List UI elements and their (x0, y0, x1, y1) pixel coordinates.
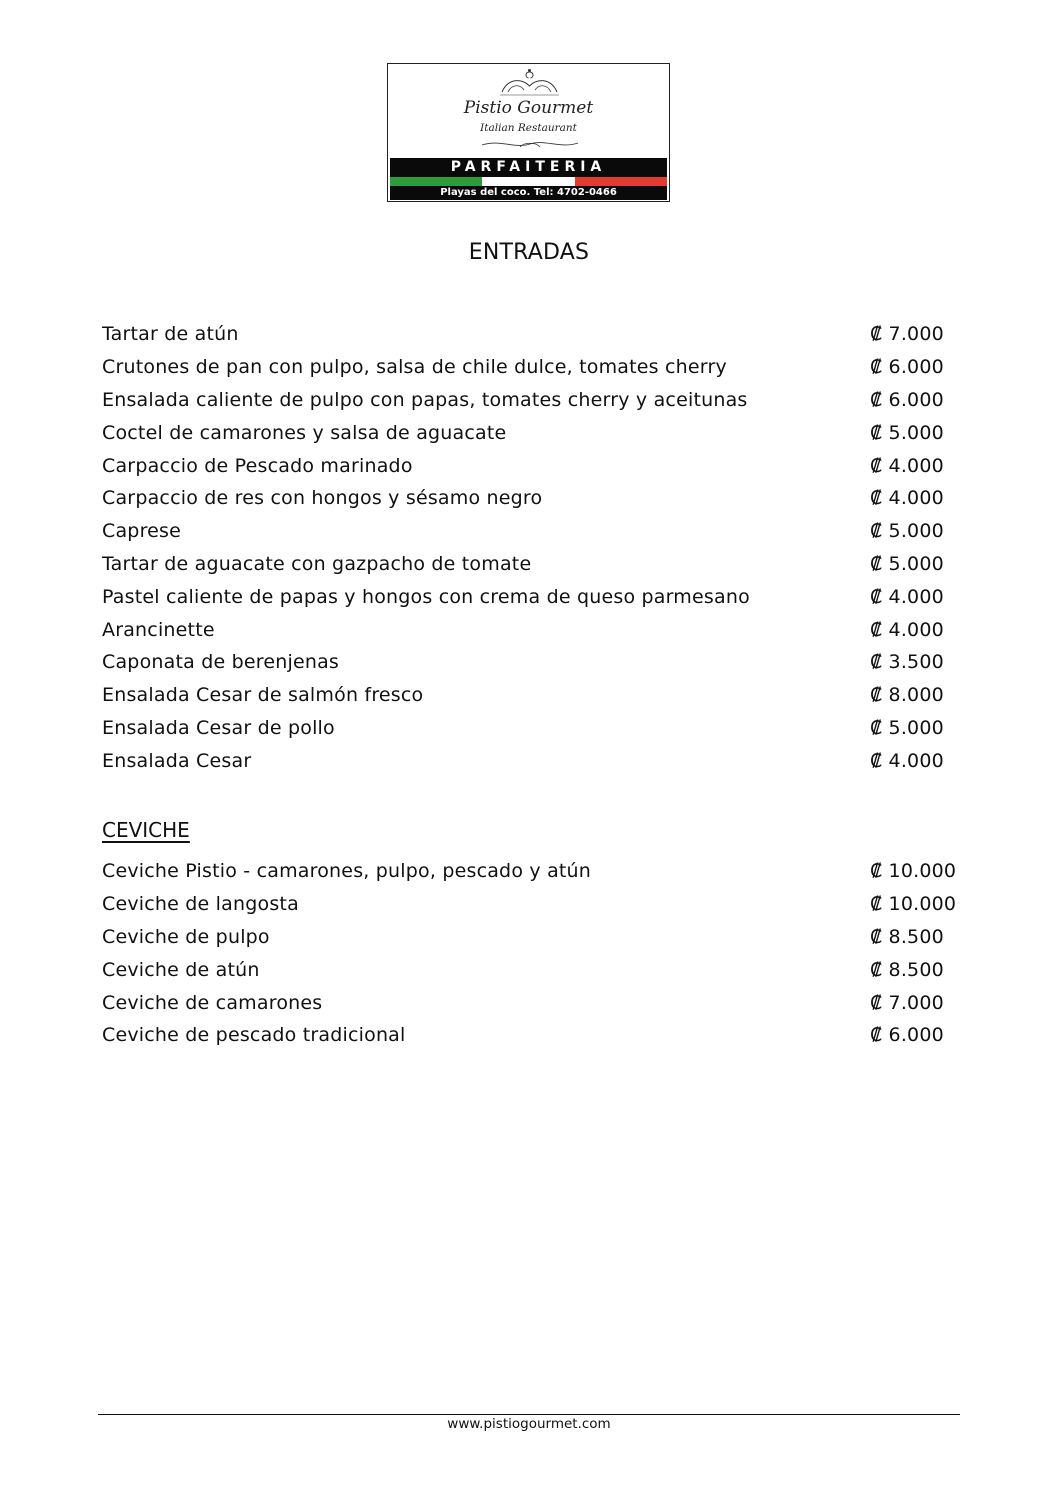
menu-item (102, 646, 962, 679)
menu-item-name: Ceviche Pistio - camarones, pulpo, pescado y atún (102, 860, 592, 883)
menu-item-price: ₡ 6.000 (870, 1024, 944, 1047)
menu-item-price: ₡ 8.000 (870, 684, 944, 707)
entradas-list (102, 318, 962, 777)
menu-item (102, 351, 962, 384)
menu-item-name: Ceviche de pulpo (102, 925, 270, 948)
menu-item-price: ₡ 5.000 (870, 520, 944, 543)
menu-item (102, 482, 962, 515)
logo-contact: Playas del coco. Tel: 4702-0466 (390, 186, 667, 200)
menu-item-price: ₡ 7.000 (870, 323, 944, 346)
ornament-icon (498, 68, 561, 98)
menu-item-name: Carpaccio de res con hongos y sésamo negro (102, 487, 543, 510)
menu-item-price: ₡ 4.000 (870, 487, 944, 510)
menu-item-price: ₡ 4.000 (870, 618, 944, 641)
menu-item-price: ₡ 5.000 (870, 716, 944, 739)
menu-item-name: Crutones de pan con pulpo, salsa de chile dulce, tomates cherry (102, 356, 727, 379)
menu-item-name: Ensalada Cesar de pollo (102, 716, 335, 739)
menu-item (102, 1019, 962, 1052)
menu-item (102, 580, 962, 613)
italian-flag-stripe (390, 177, 667, 186)
menu-item-price: ₡ 5.000 (870, 552, 944, 575)
menu-item-name: Coctel de camarones y salsa de aguacate (102, 421, 507, 444)
menu-item-name: Ensalada Cesar (102, 749, 252, 772)
menu-item-price: ₡ 4.000 (870, 749, 944, 772)
menu-item-price: ₡ 7.000 (870, 991, 944, 1014)
menu-item (102, 712, 962, 745)
menu-item (102, 888, 962, 921)
menu-item-price: ₡ 8.500 (870, 925, 944, 948)
logo-band: PARFAITERIA (390, 158, 667, 177)
menu-item-price: ₡ 10.000 (870, 860, 957, 883)
menu-item-name: Ceviche de atún (102, 958, 260, 981)
menu-item (102, 384, 962, 417)
footer-url: www.pistiogourmet.com (447, 1416, 611, 1432)
menu-item-name: Arancinette (102, 618, 215, 641)
menu-item (102, 679, 962, 712)
menu-item-price: ₡ 10.000 (870, 893, 957, 916)
menu-item-name: Ceviche de pescado tradicional (102, 1024, 406, 1047)
flourish-icon (480, 137, 580, 151)
logo-name: Pistio Gourmet (463, 98, 594, 118)
section-title-entradas: ENTRADAS (468, 240, 590, 265)
menu-item-name: Ceviche de camarones (102, 991, 323, 1014)
menu-item-name: Tartar de aguacate con gazpacho de tomate (102, 552, 532, 575)
section-title-ceviche: CEVICHE (102, 818, 190, 842)
menu-item (102, 613, 962, 646)
menu-item (102, 318, 962, 351)
menu-item (102, 515, 962, 548)
menu-item-price: ₡ 6.000 (870, 388, 944, 411)
footer-divider (98, 1414, 960, 1415)
restaurant-logo (387, 63, 670, 202)
menu-item-name: Ensalada Cesar de salmón fresco (102, 684, 424, 707)
logo-subtitle: Italian Restaurant (480, 122, 577, 134)
menu-item-name: Caprese (102, 520, 182, 543)
menu-item-price: ₡ 4.000 (870, 454, 944, 477)
menu-item (102, 548, 962, 581)
ceviche-list (102, 855, 962, 1052)
menu-item-price: ₡ 4.000 (870, 585, 944, 608)
menu-item (102, 855, 962, 888)
menu-item-name: Tartar de atún (102, 323, 239, 346)
menu-item (102, 744, 962, 777)
menu-item (102, 449, 962, 482)
menu-item-name: Pastel caliente de papas y hongos con crema de queso parmesano (102, 585, 750, 608)
menu-item-price: ₡ 3.500 (870, 651, 944, 674)
menu-item (102, 986, 962, 1019)
menu-item-name: Carpaccio de Pescado marinado (102, 454, 413, 477)
menu-item-name: Ensalada caliente de pulpo con papas, tomates cherry y aceitunas (102, 388, 748, 411)
menu-item-price: ₡ 5.000 (870, 421, 944, 444)
menu-item (102, 953, 962, 986)
menu-item-name: Caponata de berenjenas (102, 651, 340, 674)
menu-item-price: ₡ 6.000 (870, 356, 944, 379)
menu-item-name: Ceviche de langosta (102, 893, 299, 916)
menu-item (102, 921, 962, 954)
menu-item (102, 416, 962, 449)
menu-item-price: ₡ 8.500 (870, 958, 944, 981)
